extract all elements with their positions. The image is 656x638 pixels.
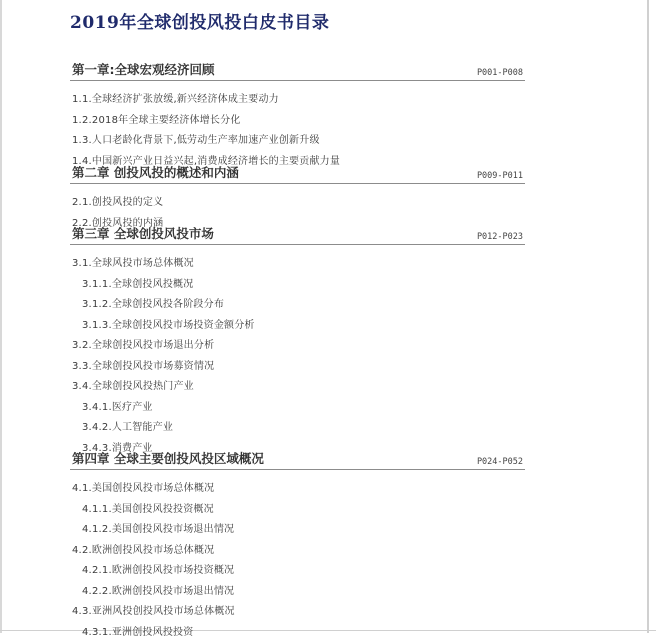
toc-entry[interactable]: 3.1.全球风投市场总体概况 xyxy=(72,258,194,269)
toc-entry[interactable]: 1.3.人口老龄化背景下,低劳动生产率加速产业创新升级 xyxy=(72,135,320,146)
chapter-title: 第一章:全球宏观经济回顾 xyxy=(72,62,215,77)
chapter-page-range: P024-P052 xyxy=(476,457,523,467)
chapter-title: 第三章 全球创投风投市场 xyxy=(72,226,214,241)
toc-entry[interactable]: 1.2.2018年全球主要经济体增长分化 xyxy=(72,114,241,126)
document-title: 2019年全球创投风投白皮书目录 xyxy=(70,13,330,33)
chapter-title: 第四章 全球主要创投风投区域概况 xyxy=(72,451,264,466)
toc-entry[interactable]: 2.1.创投风投的定义 xyxy=(72,197,164,208)
toc-subentry[interactable]: 4.2.2.欧洲创投风投市场退出情况 xyxy=(82,585,235,597)
toc-subentry[interactable]: 3.4.3.消费产业 xyxy=(82,442,153,454)
toc-subentry[interactable]: 3.1.3.全球创投风投市场投资金额分析 xyxy=(82,319,255,331)
toc-entry[interactable]: 3.3.全球创投风投市场募资情况 xyxy=(72,360,215,372)
toc-entry[interactable]: 1.1.全球经济扩张放缓,新兴经济体成主要动力 xyxy=(72,94,279,105)
toc-subentry[interactable]: 3.1.2.全球创投风投各阶段分布 xyxy=(82,299,225,310)
chapter-page-range: P001-P008 xyxy=(476,68,523,78)
page-edge-left xyxy=(0,0,2,633)
chapter-page-range: P012-P023 xyxy=(476,232,523,242)
toc-entry[interactable]: 2.2.创投风投的内涵 xyxy=(72,217,164,229)
toc-entry[interactable]: 3.4.全球创投风投热门产业 xyxy=(72,381,194,392)
toc-entry[interactable]: 4.1.美国创投风投市场总体概况 xyxy=(72,483,215,494)
toc-subentry[interactable]: 4.1.1.美国创投风投投资概况 xyxy=(82,503,214,515)
toc-entry[interactable]: 3.2.全球创投风投市场退出分析 xyxy=(72,340,215,351)
toc-entry[interactable]: 4.3.亚洲风投创投风投市场总体概况 xyxy=(72,606,235,617)
toc-subentry[interactable]: 4.2.1.欧洲创投风投市场投资概况 xyxy=(82,565,235,576)
toc-entry[interactable]: 1.4.中国新兴产业日益兴起,消费成经济增长的主要贡献力量 xyxy=(72,155,341,167)
toc-subentry[interactable]: 3.1.1.全球创投风投概况 xyxy=(82,278,194,290)
toc-subentry[interactable]: 4.1.2.美国创投风投市场退出情况 xyxy=(82,524,235,535)
toc-subentry[interactable]: 3.4.2.人工智能产业 xyxy=(82,422,174,433)
toc-subentry[interactable]: 4.3.1.亚洲创投风投投资 xyxy=(82,626,194,638)
chapter-title: 第二章 创投风投的概述和内涵 xyxy=(72,165,239,180)
toc-entry[interactable]: 4.2.欧洲创投风投市场总体概况 xyxy=(72,544,215,556)
chapter-heading[interactable] xyxy=(70,224,525,245)
toc-subentry[interactable]: 3.4.1.医疗产业 xyxy=(82,401,153,413)
chapter-heading[interactable] xyxy=(70,60,525,81)
chapter-page-range: P009-P011 xyxy=(476,171,523,181)
chapter-heading[interactable] xyxy=(70,449,525,470)
chapter-heading[interactable] xyxy=(70,163,525,184)
page-edge-right xyxy=(647,0,649,633)
